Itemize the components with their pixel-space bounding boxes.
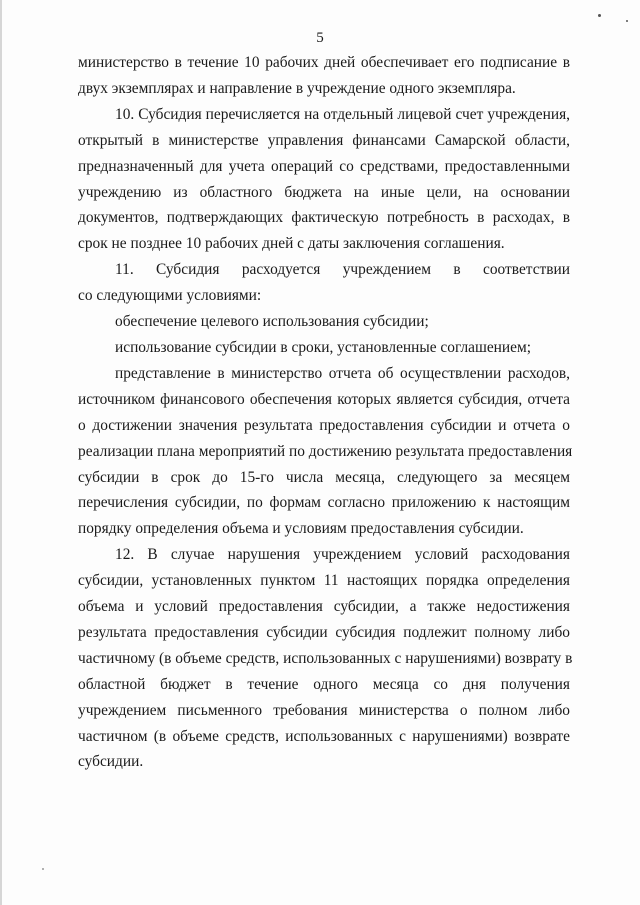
text-line: 11. Субсидия расходуется учреждением в соответствии (115, 261, 570, 279)
scan-speck (598, 14, 601, 17)
paragraph-continuation (78, 50, 570, 102)
text-line: срок не позднее 10 рабочих дней с даты заключения соглашения. (78, 235, 505, 253)
text-line: со следующими условиями: (78, 287, 262, 305)
text-line: 10. Субсидия перечисляется на отдельный лицевой счет учреждения, (115, 105, 570, 123)
text-line: субсидии в срок до 15-го числа месяца, следующего за месяцем (78, 468, 570, 486)
text-line: перечисления субсидии, по формам согласно приложению к настоящим (78, 494, 570, 512)
text-line: результата предоставления субсидии субсидия подлежит полному либо (78, 623, 570, 641)
text-line: использование субсидии в сроки, установленные соглашением; (115, 338, 531, 356)
paragraph-12 (78, 542, 573, 775)
scan-speck (626, 20, 628, 22)
text-line: документов, подтверждающих фактическую потребность в расходах, в (78, 209, 570, 227)
text-line: учреждению из областного бюджета на иные цели, на основании (78, 183, 570, 201)
paragraph-11-condition-b (78, 335, 570, 361)
text-line: источником финансового обеспечения которых является субсидия, отчета (78, 390, 570, 408)
scan-speck (42, 868, 44, 870)
scan-edge (0, 0, 2, 905)
text-line: частичном (в объеме средств, использованных с нарушениями) возврате (78, 727, 570, 745)
text-line: министерство в течение 10 рабочих дней обеспечивает его подписание в (78, 54, 570, 71)
text-line: субсидии, установленных пунктом 11 настоящих порядка определения (78, 572, 570, 590)
text-line: предназначенный для учета операций со средствами, предоставленными (78, 157, 570, 175)
text-line: частичному (в объеме средств, использованных с нарушениями) возврату в (78, 649, 573, 667)
text-line: учреждением письменного требования министерства о полном либо (78, 701, 570, 719)
paragraph-10 (78, 102, 570, 257)
document-body (78, 50, 573, 775)
paragraph-11 (78, 257, 570, 309)
page-number: 5 (316, 30, 324, 46)
text-line: 12. В случае нарушения учреждением условий расходования (115, 546, 570, 564)
text-line: двух экземплярах и направление в учреждение одного экземпляра. (78, 79, 516, 97)
text-line: областной бюджет в течение одного месяца со дня получения (78, 675, 570, 693)
text-line: представление в министерство отчета об осуществлении расходов, (115, 364, 570, 382)
paragraph-11-condition-a (78, 309, 570, 335)
text-line: о достижении значения результата предоставления субсидии и отчета о (78, 416, 570, 434)
text-line: объема и условий предоставления субсидии, а также недостижения (78, 598, 570, 616)
text-line: субсидии. (78, 753, 144, 771)
text-line: обеспечение целевого использования субсидии; (115, 313, 429, 331)
text-line: реализации плана мероприятий по достижению результата предоставления (78, 442, 573, 460)
text-line: открытый в министерстве управления финансами Самарской области, (78, 131, 570, 149)
paragraph-11-condition-c (78, 361, 573, 542)
text-line: порядку определения объема и условиям предоставления субсидии. (78, 520, 524, 538)
